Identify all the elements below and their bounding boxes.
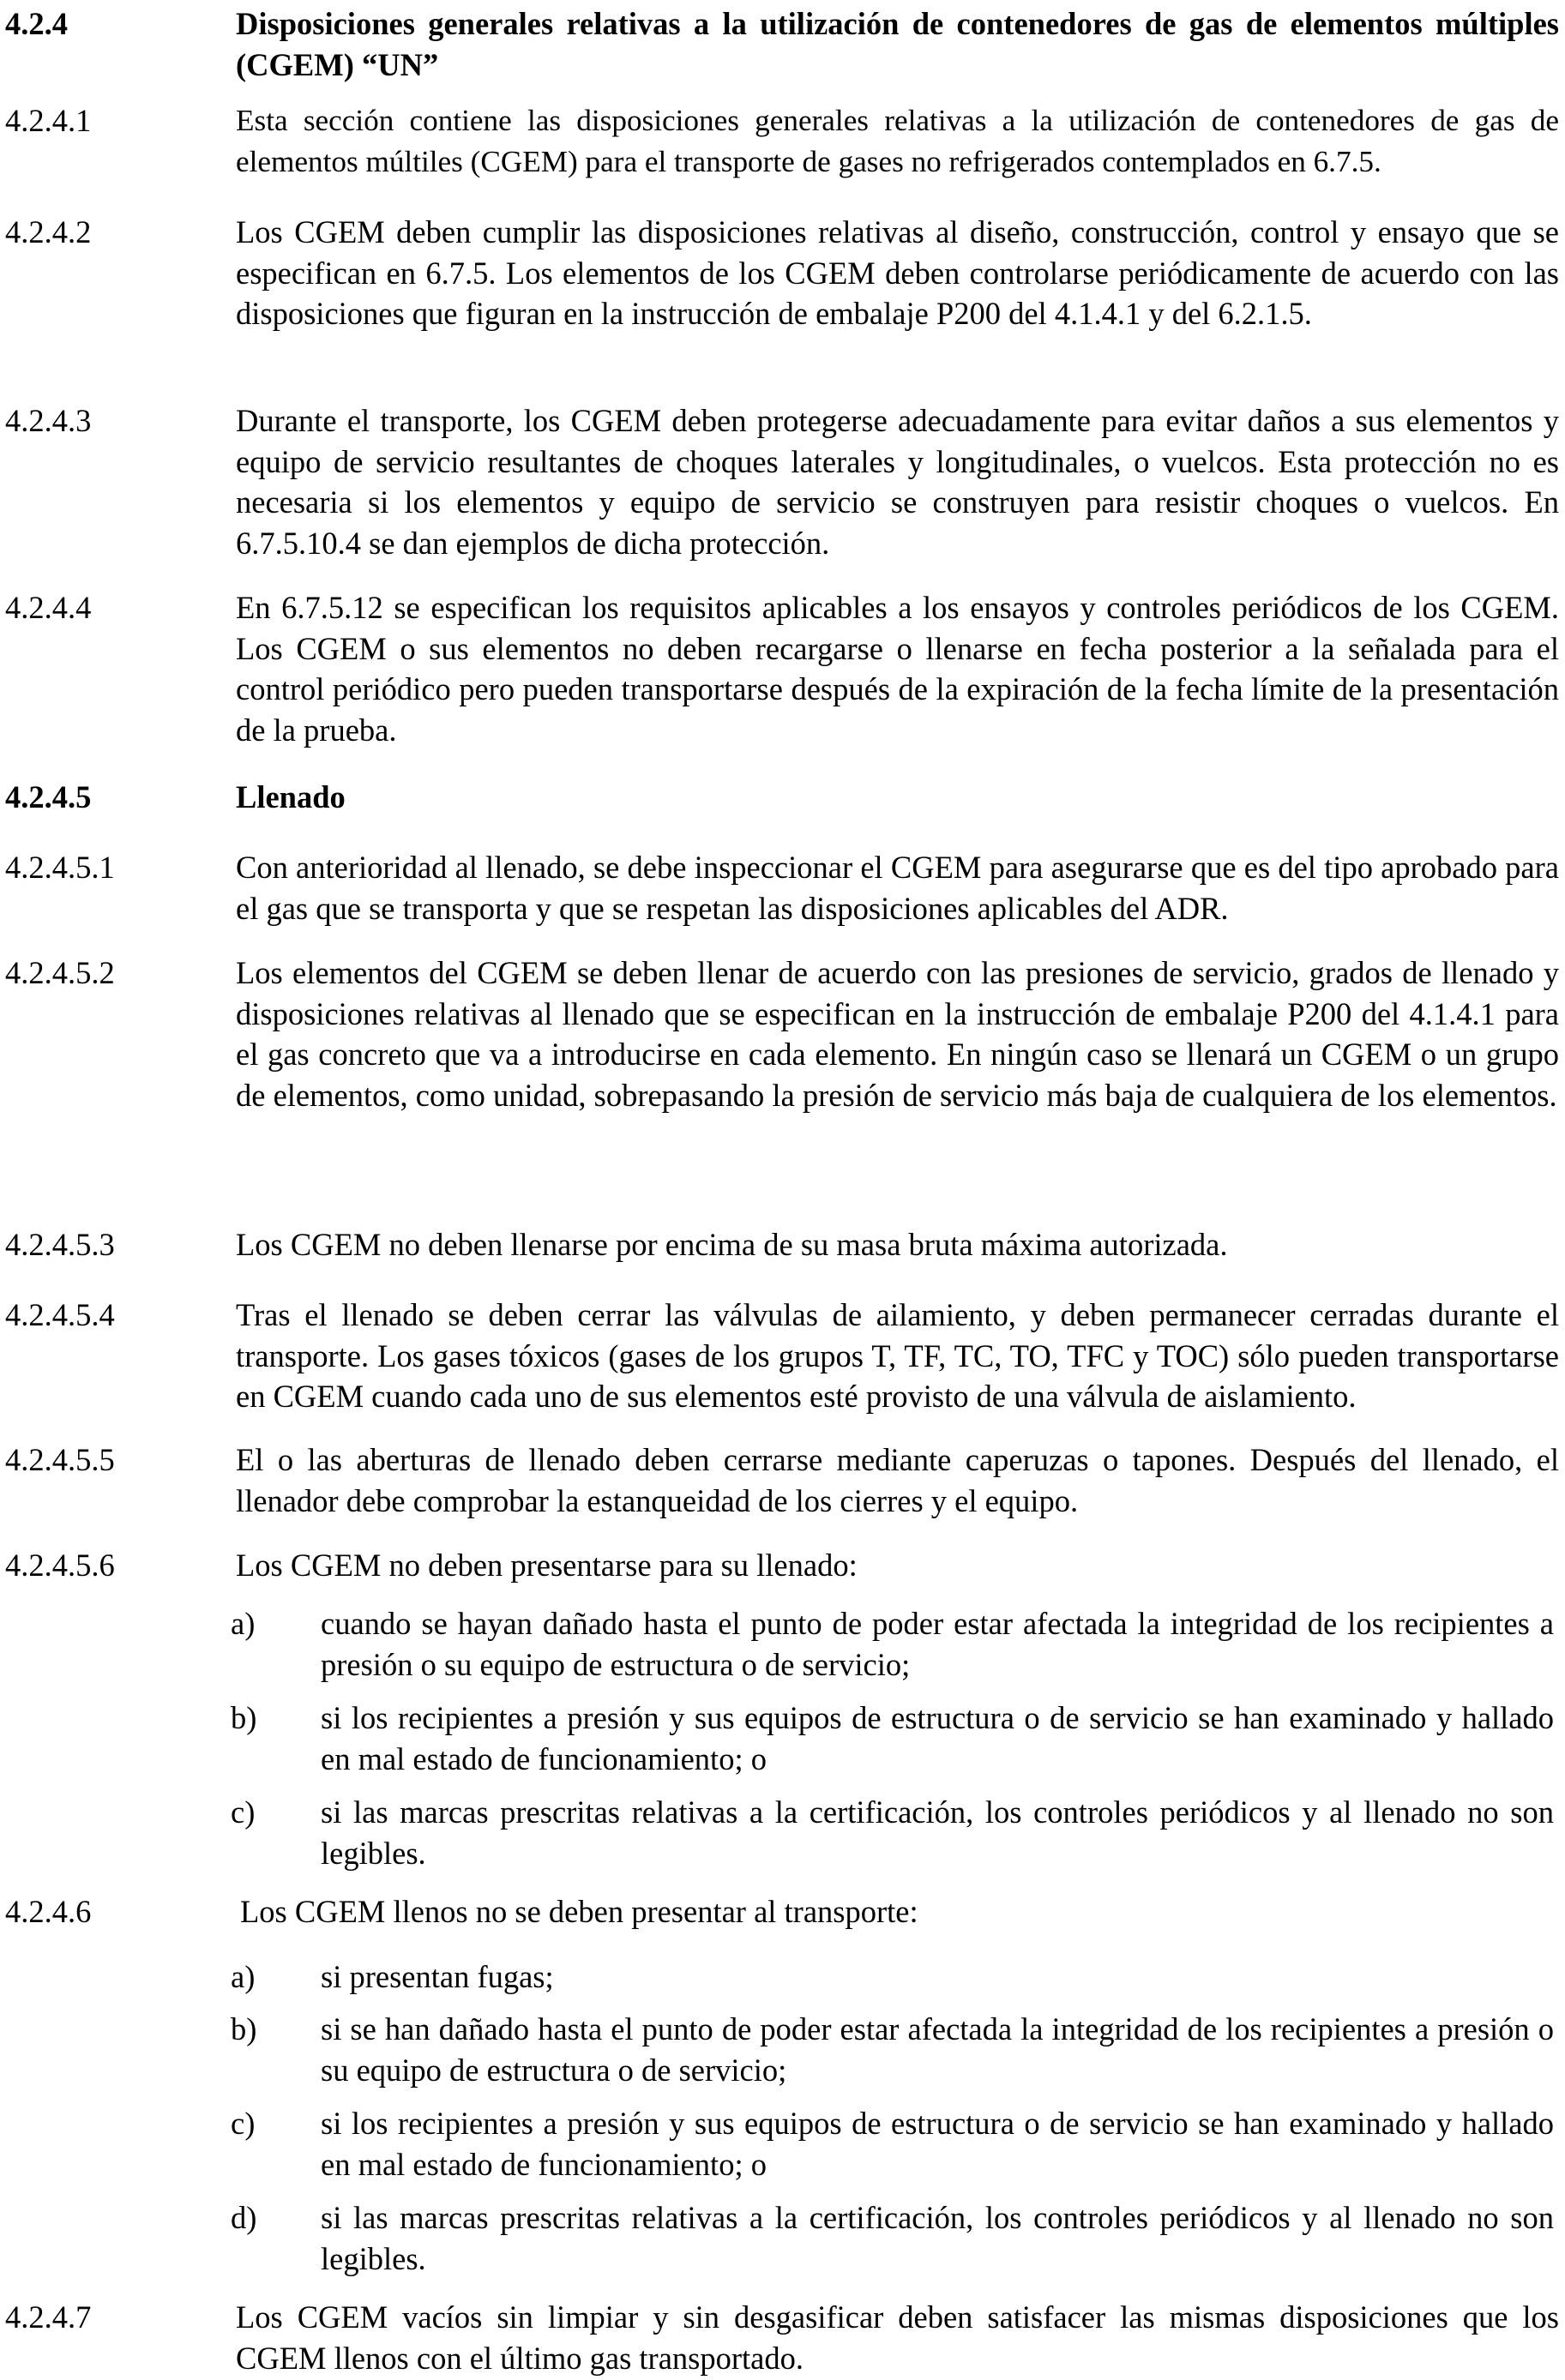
section-title: Llenado: [236, 779, 346, 814]
section-number: 4.2.4.5.1: [5, 850, 115, 885]
list-item-text: si se han dañado hasta el punto de poder estar afectada la integridad de los recipientes a presión o su equipo de estructura o de servicio;: [321, 2011, 1554, 2088]
section-text: Los CGEM no deben llenarse por encima de su masa bruta máxima autorizada.: [236, 1227, 1228, 1262]
list-item-label: d): [231, 2200, 257, 2235]
section-title: Disposiciones generales relativas a la utilización de contenedores de gas de elementos múltiples (CGEM) “UN”: [236, 6, 1559, 82]
section-text: Los CGEM deben cumplir las disposiciones relativas al diseño, construcción, control y ensayo que se especifican en 6.7.5. Los elementos de los CGEM deben controlarse periódicamente de acuerdo con las disposiciones que figuran en la instrucción de embalaje P200 del 4.1.4.1 y del 6.2.1.5.: [236, 214, 1559, 331]
section-number: 4.2.4.5.2: [5, 955, 115, 990]
list-item-text: si las marcas prescritas relativas a la certificación, los controles periódicos y al llenado no son legibles.: [321, 2200, 1554, 2276]
list-item-label: a): [231, 1606, 256, 1641]
list-item-text: si los recipientes a presión y sus equipos de estructura o de servicio se han examinado y hallado en mal estado de funcionamiento; o: [321, 2106, 1554, 2182]
section-text: Durante el transporte, los CGEM deben protegerse adecuadamente para evitar daños a sus elementos y equipo de servicio resultantes de choques laterales y longitudinales, o vuelcos. Esta protección no es necesaria si los elementos y equipo de servicio se construyen para resistir choques o vuelcos. En 6.7.5.10.4 se dan ejemplos de dicha protección.: [236, 403, 1559, 561]
section-text: Esta sección contiene las disposiciones generales relativas a la utilización de contenedores de gas de elementos múltiles (CGEM) para el transporte de gases no refrigerados contemplados en 6.7.5.: [236, 104, 1559, 178]
section-text: Con anterioridad al llenado, se debe inspeccionar el CGEM para asegurarse que es del tipo aprobado para el gas que se transporta y que se respetan las disposiciones aplicables del ADR.: [236, 850, 1559, 926]
section-text: Tras el llenado se deben cerrar las válvulas de ailamiento, y deben permanecer cerradas durante el transporte. Los gases tóxicos (gases de los grupos T, TF, TC, TO, TFC y TOC) sólo pueden transportarse en CGEM cuando cada uno de sus elementos esté provisto de una válvula de aislamiento.: [236, 1297, 1559, 1414]
section-number: 4.2.4.5.5: [5, 1442, 115, 1477]
section-number: 4.2.4.5: [5, 779, 92, 814]
section-text: Los CGEM no deben presentarse para su llenado:: [236, 1548, 858, 1583]
section-number: 4.2.4: [5, 6, 68, 41]
section-text: En 6.7.5.12 se especifican los requisitos aplicables a los ensayos y controles periódicos de los CGEM. Los CGEM o sus elementos no deben recargarse o llenarse en fecha posterior a la señalada para el control periódico pero pueden transportarse después de la expiración de la fecha límite de la presentación de la prueba.: [236, 590, 1559, 748]
section-text: Los CGEM llenos no se deben presentar al transporte:: [240, 1894, 918, 1929]
section-text: El o las aberturas de llenado deben cerrarse mediante caperuzas o tapones. Después del llenado, el llenador debe comprobar la estanqueidad de los cierres y el equipo.: [236, 1442, 1559, 1518]
list-item-label: c): [231, 2106, 256, 2141]
list-item-text: cuando se hayan dañado hasta el punto de poder estar afectada la integridad de los recipientes a presión o su equipo de estructura o de servicio;: [321, 1606, 1554, 1682]
list-item-label: b): [231, 1700, 257, 1735]
section-number: 4.2.4.5.4: [5, 1297, 115, 1332]
list-item-label: c): [231, 1794, 256, 1830]
section-number: 4.2.4.1: [5, 103, 92, 138]
section-number: 4.2.4.6: [5, 1894, 92, 1929]
section-text: Los CGEM vacíos sin limpiar y sin desgasificar deben satisfacer las mismas disposiciones que los CGEM llenos con el último gas transportado.: [236, 2299, 1559, 2376]
section-number: 4.2.4.5.6: [5, 1548, 115, 1583]
section-number: 4.2.4.3: [5, 403, 92, 438]
section-text: Los elementos del CGEM se deben llenar de acuerdo con las presiones de servicio, grados de llenado y disposiciones relativas al llenado que se especifican en la instrucción de embalaje P200 del 4.1.4.1 para el gas concreto que va a introducirse en cada elemento. En ningún caso se llenará un CGEM o un grupo de elementos, como unidad, sobrepasando la presión de servicio más baja de cualquiera de los elementos.: [236, 955, 1559, 1113]
list-item-label: b): [231, 2011, 257, 2046]
section-number: 4.2.4.7: [5, 2299, 92, 2335]
list-item-text: si los recipientes a presión y sus equipos de estructura o de servicio se han examinado y hallado en mal estado de funcionamiento; o: [321, 1700, 1554, 1776]
list-item-text: si las marcas prescritas relativas a la certificación, los controles periódicos y al llenado no son legibles.: [321, 1794, 1554, 1871]
list-item-label: a): [231, 1959, 256, 1994]
section-number: 4.2.4.5.3: [5, 1227, 115, 1262]
list-item-text: si presentan fugas;: [321, 1959, 554, 1994]
section-number: 4.2.4.2: [5, 214, 92, 249]
section-number: 4.2.4.4: [5, 590, 92, 625]
